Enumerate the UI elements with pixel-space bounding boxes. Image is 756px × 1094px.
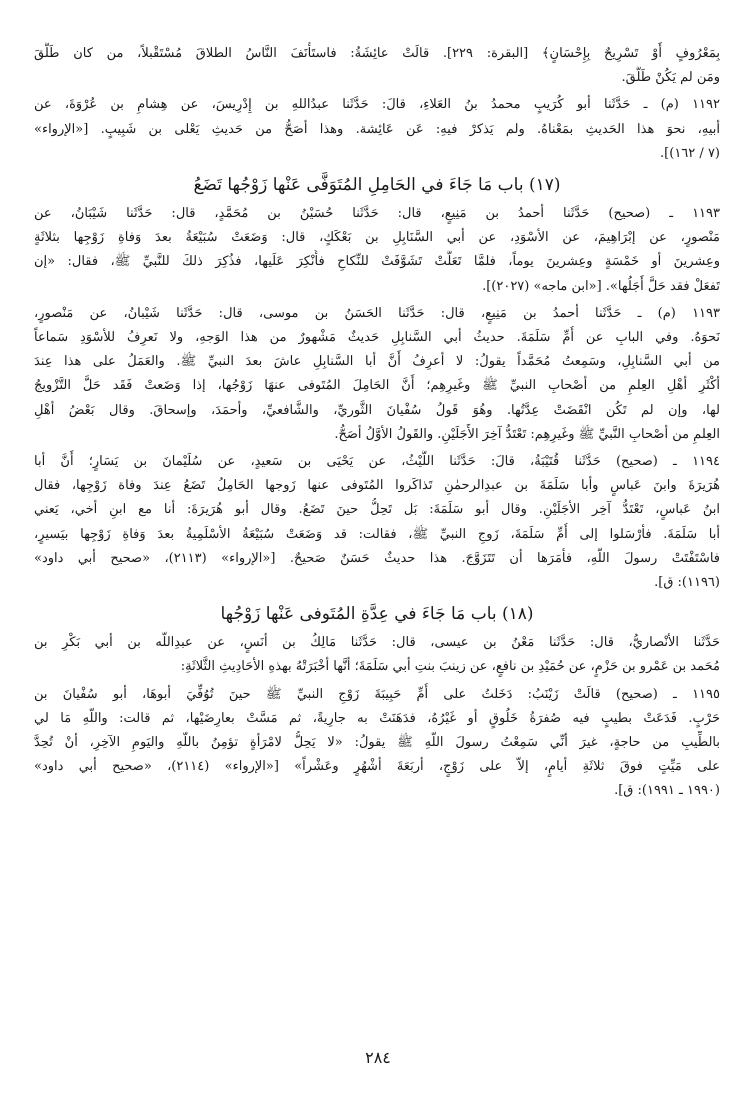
text-line: أكْثَرِ أهْلِ العِلمِ من أصْحابِ النبيِّ ﷺ وغَيرِهِم؛ أَنَّ الحَامِلَ المُتَوفى عنهَا زَوْجُها، إذا وَضَعتْ فَقَد حَلَّ التَّزْويجُ [34,378,720,394]
hadith-1193-m [34,302,720,447]
text-line: ١١٩٥ ـ (صحيح) قالَتْ زَيْنَبُ: دَخَلتُ على أُمِّ حَبِيبَةَ زَوْجِ النبيِّ ﷺ حينَ تُوُفِّيَ أبوهَا، أبو سُفْيانَ بن [34,686,720,702]
text-line: من أبي السَّنابِلِ، وسَمِعتُ مُحَمَّداً يقولُ: لا أعرِفُ أَنَّ أبا السَّنابِلِ عاشَ بعدَ النبيِّ ﷺ. والعَمَلُ على هذا عِندَ [34,354,720,370]
text-line: ١١٩٣ ـ (صحيح) حَدَّثَنا أحمدُ بن مَنِيعٍ، قال: حَدَّثَنا حُسَيْنُ بن مُحَمَّدٍ، قال: حَدَّثَنا شَيْبَانُ، عن [34,206,720,222]
text-line: أبا سَلَمَةَ. فأرْسَلوا إلى أُمِّ سَلَمَةَ، زَوجِ النبيِّ ﷺ، فقالت: قد وَضَعَتْ سُبَيْعَةُ الأسْلَمِيةُ بعدَ وَفاةِ زَوْجِها بيَسيرٍ، [34,526,720,542]
page-number: ٢٨٤ [365,1048,391,1067]
text-line: حَرْبٍ. فَدَعَتْ بطيبٍ فيه صُفرَةُ خَلُوقٍ أو غَيْرُهُ، فدَهَنَتْ به جارِيةً، ثم مَسَّتْ بعارِضَيْها، ثم قالت: واللّهِ مَا لي [34,710,720,726]
text-line: مَنْصورٍ، عن إبْرَاهِيمَ، عن الأسْوَدِ، عن أبي السَّنَابِلِ بن بَعْكَكٍ، قال: وَضَعَتْ سُبَيْعَةُ بعدَ وَفاةِ زَوْجِها بثلاثَةٍ [34,230,720,246]
text-line: (٧ / ١٦٢)]. [660,145,720,161]
intro-paragraph [34,42,720,90]
text-line: ١١٩٤ ـ (صحيح) حَدَّثَنا قُتَيْبَةُ، قالَ: حَدَّثَنا اللَّيْثُ، عن يَحْيَى بن سَعيدٍ، عن سُلَيْمانَ بن يَسَارٍ؛ أَنَّ أبا [34,454,720,470]
text-line: وعِشرينَ أو خَمْسَةٍ وعِشرينَ يوماً، فلمَّا تَعَلَّتْ تَشَوَّفَتْ للنِّكاحِ فأُنْكِرَ عَلَيها، فذُكِرَ ذلكَ للنَّبيِّ ﷺ، فقال: «إن [34,254,720,270]
text-line: تَفعَلْ فقد حَلَّ أَجَلُها». [«ابن ماجه» (٢٠٢٧)]. [482,278,720,294]
text-line: حَدَّثَنا الأنْصاريُّ، قال: حَدَّثَنا مَعْنُ بن عيسى، قال: حَدَّثَنا مَالِكُ بن أنَسٍ، عن عبدِاللّه بن أبي بَكْرِ بن [34,635,720,651]
text-line: (١١٩٦): ق]. [654,575,720,591]
text-line: (١٩٩٠ ـ ١٩٩١): ق]. [614,783,720,799]
hadith-1192 [34,93,720,166]
text-line: نَحوَهُ. وفي البابِ عن أُمِّ سَلَمَةَ. حديثُ أبي السَّنابِلِ حَديثٌ مَشْهورٌ من هذا الوَجهِ، ولا نَعرِفُ للأسْوَدِ سَماعاً [34,330,720,346]
text-line: ١١٩٣ (م) ـ حَدَّثَنا أحمدُ بن مَنِيعٍ، قال: حَدَّثَنا الحَسَنُ بن موسى، قال: حَدَّثَنا شَيْبانُ، عن مَنْصورٍ، [34,305,720,321]
chapter-heading-18: (١٨) باب مَا جَاءَ في عِدَّةِ المُتَوفى عَنْها زَوْجُها [220,604,534,625]
text-line: فاسْتَفْتَتْ رسولَ اللّهِ، فأمَرَها أن تَتَزَوَّجَ. هذا حديثٌ حَسَنٌ صَحيحٌ. [«الإرواء» (٢١١٣)، «صحيح أبي داود» [34,550,720,566]
text-line: ابنُ عَباسٍ، تَعْتَدُّ آخِر الأجَلَيْنِ. وقال أبو سَلَمَةَ: بَل تَحِلُّ حينَ تَضَعُ. وقال أبو هُرَيرَةَ: أنا مع ابنِ أخي، يَعني [34,502,720,518]
hadith-1195 [34,683,720,804]
text-line: أبيهِ، نحوَ هذا الحَديثِ بمَعْناهُ. ولم يَذكرْ فيهِ: عَن عَائِشة. وهذا أصَحُّ من حَديثِ يَعْلى بن شَبِيبٍ. [«الإرواء» [34,121,720,137]
text-line: ومَن لم يَكُنْ طَلَّقَ. [621,70,720,86]
text-line: بالطِّيبِ من حاجةٍ، غيرَ أنِّي سَمِعْتُ رسولَ اللّهِ ﷺ يقولُ: «لا يَحِلُّ لامْرَأةٍ تؤمِنُ باللّهِ واليَومِ الآخِرِ، أنْ تُحِدَّ [34,735,720,751]
text-line: مُحَمد بن عَمْرو بن حَزْمٍ، عن حُمَيْدِ بن نافعٍ، عن زينبَ بنتِ أبي سَلَمَةَ؛ أنَّها أخْبَرَتْهُ بهذهِ الأحَادِيثِ الثَّلاثَةِ: [180,659,720,675]
text-line: لها، وإن لم تَكُن انْقَضَتْ عِدَّتُها. وهُوَ قَولُ سُفْيانَ الثَّوريِّ، والشَّافعيِّ، وأحمَدَ، وإسحاقَ. وقال بَعْضُ أهْلِ [34,402,720,418]
text-line: على مَيِّتٍ فوقَ ثلاثَةِ أيامٍ، إلاّ على زَوْجٍ، أربَعَةَ أشْهُرٍ وعَشْراً» [«الإرواء» (٢١١٤)، «صحيح أبي داود» [34,759,720,775]
text-line: هُرَيرَةَ وابنَ عَباسٍ وأبا سَلَمَةَ بن عبدِالرحمٰنِ تَذاكَروا المُتَوفى عنها زَوجها الحَامِلُ تَضَعُ عِندَ وفاة زَوْجِها، فقال [34,478,720,494]
chapter-heading-17: (١٧) باب مَا جَاءَ في الحَامِلِ المُتَوَفَّى عَنْها زَوْجُها تَضَعُ [193,175,561,196]
text-line: بِمَعْرُوفٍ أَوْ تَسْرِيحٌ بِإِحْسَانٍ﴾ [البقرة: ٢٢٩]. قالَتْ عائِشَةُ: فاستَأْنَفَ النَّاسُ الطلاقَ مُسْتَقْبلاً، من كان طَلَّقَ [34,46,720,61]
hadith-1193 [34,202,720,299]
chapter-18-intro [34,631,720,679]
hadith-1194 [34,450,720,595]
text-line: العِلمِ من أصْحابِ النَّبيِّ ﷺ وغَيرِهِم: تَعْتَدُّ آخِرَ الأَجَلَيْنِ. والقَولُ الأوَّلُ أصَحُّ. [334,426,720,442]
text-line: ١١٩٢ (م) ـ حَدَّثَنا أبو كُرَيبٍ محمدُ بنُ العَلاءِ، قالَ: حَدَّثَنا عبدُاللهِ بن إِدْرِيسَ، عن هِشامِ بن عُرْوَةَ، عن [34,97,720,113]
